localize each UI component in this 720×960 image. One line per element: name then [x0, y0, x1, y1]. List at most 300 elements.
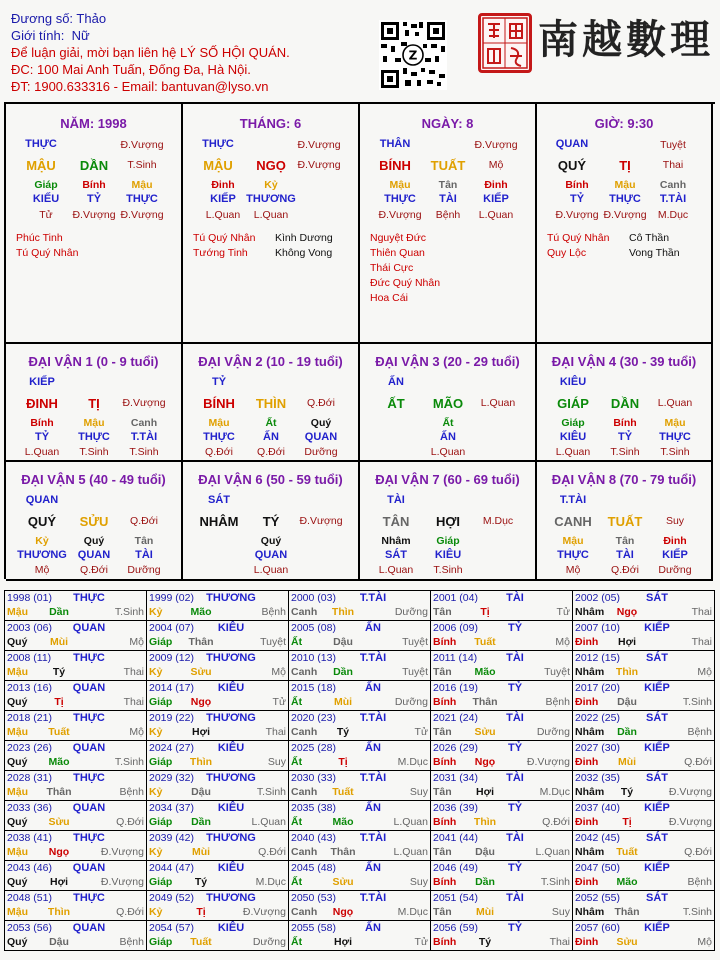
year-age: 2053 (56) [7, 922, 52, 934]
dai-van-branch: TỊ [88, 396, 100, 411]
year-cell [431, 621, 573, 651]
year-stem: Bính [433, 696, 457, 708]
year-row [5, 741, 715, 771]
dv-hidden-god: ẤN [263, 431, 279, 443]
year-stem: Quý [7, 636, 28, 648]
year-cell-content [147, 921, 288, 950]
hidden-phase: Tử [39, 209, 53, 221]
year-age: 1998 (01) [7, 592, 52, 604]
star-good: Thái Cực [370, 262, 414, 274]
year-god: TÀI [506, 712, 524, 724]
star-good: Thiên Quan [370, 247, 425, 259]
year-god: SÁT [646, 712, 668, 724]
year-age: 2011 (14) [433, 652, 478, 664]
year-branch: Mão [474, 666, 496, 678]
year-cell [431, 681, 573, 711]
year-phase: Mộ [129, 726, 144, 738]
year-god: KIÊU [217, 682, 245, 694]
dai-van-title: ĐẠI VẬN 7 (60 - 69 tuổi) [375, 472, 520, 487]
year-branch: Dần [191, 816, 211, 828]
year-phase: Đ.Vượng [100, 876, 144, 888]
year-phase: Dưỡng [536, 726, 570, 738]
dv-hidden-phase: L.Quan [430, 446, 466, 458]
year-cell [5, 591, 147, 621]
dv-hidden-god: THỰC [78, 431, 110, 443]
year-branch: Tuất [190, 936, 212, 948]
dai-van-branch: THÌN [255, 396, 287, 411]
hidden-stem: Đinh [211, 179, 235, 191]
year-branch: Sửu [474, 726, 496, 738]
dv-hidden-phase: Dưỡng [658, 564, 692, 576]
year-branch: Dậu [333, 636, 353, 648]
star-other: Cô Thần [629, 232, 670, 244]
year-branch: Ngọ [48, 846, 70, 858]
year-cell [5, 801, 147, 831]
stem-god-state: Đ.Vượng [297, 139, 341, 151]
year-age: 2056 (59) [433, 922, 478, 934]
year-age: 2052 (55) [575, 892, 620, 904]
year-age: 2005 (08) [291, 622, 336, 634]
year-cell [147, 801, 289, 831]
year-age: 2038 (41) [7, 832, 52, 844]
star-other: Vong Thần [629, 247, 680, 259]
dai-van-branch: TUẤT [607, 514, 643, 529]
qr-code-icon[interactable] [379, 20, 447, 90]
dai-van-state: Suy [665, 515, 685, 527]
year-stem: Canh [291, 846, 318, 858]
year-cell-content [573, 651, 714, 680]
earthly-branch: TUẤT [430, 158, 466, 173]
branch-state: Thai [662, 159, 684, 171]
year-stem: Canh [291, 786, 318, 798]
dai-van-god: TỶ [211, 376, 227, 388]
year-cell-content [289, 891, 430, 920]
year-age: 2008 (11) [7, 652, 52, 664]
year-cell [147, 681, 289, 711]
year-stem: Tân [433, 726, 452, 738]
year-god: SÁT [646, 652, 668, 664]
star-other: Không Vong [275, 247, 333, 259]
year-god: TỶ [507, 862, 523, 874]
year-cell [5, 831, 147, 861]
year-god: TỶ [507, 682, 523, 694]
year-branch: Tị [54, 696, 64, 708]
year-phase: M.Dục [397, 906, 428, 918]
branch-state: Mộ [488, 159, 504, 171]
year-cell [431, 711, 573, 741]
hidden-god: THỰC [126, 193, 158, 205]
year-stem: Kỷ [149, 726, 163, 738]
year-cell-content [147, 621, 288, 650]
year-stem: Bính [433, 756, 457, 768]
year-branch: Mão [616, 876, 638, 888]
dv-hidden-phase: Mộ [34, 564, 50, 576]
year-cell [147, 771, 289, 801]
hidden-stem: Mậu [131, 179, 153, 191]
star-other: Kình Dương [275, 232, 333, 244]
year-cell-content [147, 651, 288, 680]
dai-van-stem: CANH [554, 514, 592, 529]
year-phase: L.Quan [251, 816, 286, 828]
year-cell-content [573, 741, 714, 770]
year-god: TÀI [506, 832, 524, 844]
dv-hidden-stem: Ất [265, 417, 277, 429]
year-row [5, 591, 715, 621]
seal-logo [478, 13, 532, 73]
year-god: T.TÀI [359, 832, 387, 844]
year-cell-content [147, 591, 288, 620]
year-cell-content [147, 861, 288, 890]
year-branch: Dần [617, 726, 637, 738]
year-god: TÀI [506, 772, 524, 784]
year-stem: Bính [433, 936, 457, 948]
year-age: 2057 (60) [575, 922, 620, 934]
dv-hidden-god: QUAN [77, 549, 111, 561]
year-stem: Đinh [575, 936, 599, 948]
year-stem: Nhâm [575, 846, 605, 858]
hidden-god: TỶ [569, 193, 585, 205]
hidden-phase: Đ.Vượng [72, 209, 116, 221]
year-phase: Dưỡng [394, 606, 428, 618]
year-age: 2029 (32) [149, 772, 194, 784]
year-god: KIẾP [644, 862, 670, 874]
year-cell [289, 861, 431, 891]
hidden-god: THƯƠNG [246, 193, 296, 205]
dai-van-stem: ẤT [387, 396, 405, 411]
dv-hidden-god: THỰC [557, 549, 589, 561]
dv-hidden-stem: Nhâm [381, 535, 411, 547]
year-stem: Giáp [149, 636, 173, 648]
dv-hidden-stem: Bính [613, 417, 637, 429]
year-age: 2050 (53) [291, 892, 336, 904]
year-stem: Canh [291, 606, 318, 618]
year-cell-content [573, 921, 714, 950]
hidden-phase: M.Dục [657, 209, 689, 221]
year-age: 2010 (13) [291, 652, 336, 664]
year-age: 2022 (25) [575, 712, 620, 724]
year-age: 2027 (30) [575, 742, 620, 754]
hidden-phase: L.Quan [253, 209, 289, 221]
pillar-2 [360, 104, 537, 344]
year-age: 2014 (17) [149, 682, 194, 694]
year-phase: Mộ [697, 666, 712, 678]
year-age: 2004 (07) [149, 622, 194, 634]
year-age: 2040 (43) [291, 832, 336, 844]
star-good: Quy Lộc [547, 247, 587, 259]
star-good: Nguyệt Đức [370, 232, 427, 244]
year-cell-content [289, 621, 430, 650]
year-branch: Tị [622, 816, 632, 828]
year-cell [289, 831, 431, 861]
year-stem: Giáp [149, 756, 173, 768]
year-stem: Bính [433, 636, 457, 648]
dai-van-branch: TÝ [262, 514, 280, 529]
year-god: T.TÀI [359, 892, 387, 904]
year-cell [573, 861, 715, 891]
year-cell-content [289, 861, 430, 890]
year-branch: Tuất [48, 726, 70, 738]
dai-van-7 [360, 462, 537, 581]
dai-van-state: M.Dục [482, 515, 514, 527]
year-god: ẤN [365, 622, 381, 634]
year-phase: Tuyệt [402, 666, 428, 678]
year-god: THƯƠNG [206, 892, 256, 904]
qr-center-letter: Z [408, 48, 418, 63]
year-row [5, 891, 715, 921]
year-stem: Ất [291, 936, 303, 948]
year-phase: Tuyệt [402, 636, 428, 648]
dv-hidden-god: TÀI [135, 549, 153, 561]
dai-van-branch: HỢI [435, 514, 461, 529]
dv-hidden-stem: Ất [442, 417, 454, 429]
year-cell-content [431, 861, 572, 890]
year-branch: Thân [472, 696, 498, 708]
year-branch: Hợi [192, 726, 210, 738]
dai-van-branch: SỬU [79, 514, 109, 529]
year-cell-content [289, 741, 430, 770]
dv-hidden-phase: L.Quan [378, 564, 414, 576]
year-stem: Nhâm [575, 786, 605, 798]
year-phase: Tuyệt [260, 636, 286, 648]
annual-luck-table [4, 590, 715, 951]
year-phase: Đ.Vượng [242, 906, 286, 918]
hidden-stem: Mậu [614, 179, 636, 191]
year-branch: Hợi [618, 636, 636, 648]
year-phase: Thai [549, 936, 570, 948]
dai-van-title: ĐẠI VẬN 6 (50 - 59 tuổi) [198, 472, 343, 487]
year-god: KIÊU [217, 742, 245, 754]
year-cell-content [147, 711, 288, 740]
dv-hidden-god: THỰC [203, 431, 235, 443]
dv-hidden-phase: Mộ [565, 564, 581, 576]
year-branch: Dậu [617, 696, 637, 708]
stem-god: THỰC [202, 138, 234, 150]
year-row [5, 651, 715, 681]
year-cell [5, 621, 147, 651]
star-good: Tú Quý Nhân [193, 232, 256, 244]
year-cell-content [431, 921, 572, 950]
year-god: TÀI [506, 892, 524, 904]
year-branch: Thìn [47, 906, 71, 918]
year-cell-content [431, 681, 572, 710]
year-stem: Kỷ [149, 906, 163, 918]
year-row [5, 801, 715, 831]
dv-hidden-god: TÀI [616, 549, 634, 561]
year-stem: Quý [7, 936, 28, 948]
year-age: 1999 (02) [149, 592, 194, 604]
year-cell-content [573, 621, 714, 650]
year-age: 2026 (29) [433, 742, 478, 754]
year-phase: Mộ [129, 636, 144, 648]
year-cell [289, 891, 431, 921]
year-age: 2054 (57) [149, 922, 194, 934]
dai-van-branch: DẦN [610, 396, 640, 411]
year-phase: Thai [265, 726, 286, 738]
year-cell-content [5, 681, 146, 710]
year-cell [289, 801, 431, 831]
year-stem: Nhâm [575, 666, 605, 678]
dai-van-state: L.Quan [657, 397, 693, 409]
year-age: 2023 (26) [7, 742, 52, 754]
year-age: 2046 (49) [433, 862, 478, 874]
year-stem: Kỷ [149, 846, 163, 858]
year-cell [147, 591, 289, 621]
dai-van-stem: GIÁP [557, 396, 589, 411]
year-cell-content [289, 831, 430, 860]
dai-van-state: Q.Đới [130, 515, 158, 527]
year-phase: Tử [272, 696, 286, 708]
hidden-phase: Bệnh [435, 209, 461, 221]
year-stem: Đinh [575, 636, 599, 648]
dv-hidden-phase: Q.Đới [80, 564, 108, 576]
year-phase: Đ.Vượng [668, 816, 712, 828]
year-cell-content [5, 891, 146, 920]
dai-van-title: ĐẠI VẬN 5 (40 - 49 tuổi) [21, 472, 166, 487]
year-phase: M.Dục [255, 876, 286, 888]
stem-god-state: Đ.Vượng [474, 139, 518, 151]
year-cell [5, 651, 147, 681]
year-branch: Tuất [616, 846, 638, 858]
year-cell [573, 741, 715, 771]
hidden-stem: Bính [565, 179, 589, 191]
year-age: 2018 (21) [7, 712, 52, 724]
year-phase: Tuyệt [544, 666, 570, 678]
star-good: Hoa Cái [370, 292, 408, 304]
year-cell [431, 861, 573, 891]
year-god: T.TÀI [359, 712, 387, 724]
dv-hidden-stem: Quý [83, 535, 105, 547]
year-phase: Thai [123, 666, 144, 678]
year-stem: Ất [291, 876, 303, 888]
dv-hidden-stem: Tân [615, 535, 635, 547]
year-age: 2015 (18) [291, 682, 336, 694]
dv-hidden-stem: Quý [310, 417, 332, 429]
earthly-branch: DẦN [79, 158, 109, 173]
year-row [5, 861, 715, 891]
year-stem: Bính [433, 816, 457, 828]
year-stem: Quý [7, 816, 28, 828]
year-branch: Tý [336, 726, 350, 738]
year-cell-content [289, 651, 430, 680]
year-cell-content [431, 621, 572, 650]
year-cell [289, 681, 431, 711]
year-god: TỶ [507, 922, 523, 934]
hidden-phase: Đ.Vượng [378, 209, 422, 221]
star-good: Tú Quý Nhân [16, 247, 79, 259]
star-good: Tú Quý Nhân [547, 232, 610, 244]
year-cell-content [573, 801, 714, 830]
dv-hidden-god: KIÊU [434, 549, 462, 561]
year-god: THỰC [73, 592, 105, 604]
year-phase: Suy [267, 756, 286, 768]
dv-hidden-phase: T.Sinh [79, 446, 109, 458]
year-cell [573, 801, 715, 831]
year-stem: Ất [291, 816, 303, 828]
year-god: T.TÀI [359, 592, 387, 604]
year-god: ẤN [365, 802, 381, 814]
year-age: 2031 (34) [433, 772, 478, 784]
year-phase: T.Sinh [540, 876, 570, 888]
year-phase: Q.Đới [258, 846, 286, 858]
year-branch: Ngọ [616, 606, 638, 618]
dai-van-stem: ĐINH [26, 396, 58, 411]
year-god: T.TÀI [359, 772, 387, 784]
year-cell-content [431, 591, 572, 620]
year-stem: Kỷ [149, 786, 163, 798]
year-phase: Đ.Vượng [100, 846, 144, 858]
dai-van-title: ĐẠI VẬN 3 (20 - 29 tuổi) [375, 354, 520, 369]
year-phase: Dưỡng [252, 936, 286, 948]
year-god: THƯƠNG [206, 772, 256, 784]
year-age: 2009 (12) [149, 652, 194, 664]
hidden-stem: Kỷ [264, 179, 278, 191]
year-branch: Tuất [332, 786, 354, 798]
year-branch: Tị [480, 606, 490, 618]
year-phase: Suy [409, 786, 428, 798]
year-cell [573, 591, 715, 621]
year-age: 2049 (52) [149, 892, 194, 904]
year-cell-content [573, 771, 714, 800]
year-branch: Mùi [617, 756, 637, 768]
year-phase: Suy [551, 906, 570, 918]
year-cell-content [573, 681, 714, 710]
year-stem: Kỷ [149, 666, 163, 678]
hidden-stem: Bính [82, 179, 106, 191]
name-row [11, 10, 290, 27]
year-phase: T.Sinh [114, 756, 144, 768]
year-age: 2042 (45) [575, 832, 620, 844]
dv-hidden-god: TỶ [34, 431, 50, 443]
year-stem: Mậu [7, 786, 28, 798]
year-cell-content [289, 771, 430, 800]
year-age: 2020 (23) [291, 712, 336, 724]
year-cell-content [289, 711, 430, 740]
dv-hidden-god: TỶ [617, 431, 633, 443]
hidden-phase: Đ.Vượng [555, 209, 599, 221]
year-phase: Thai [691, 636, 712, 648]
hidden-phase: L.Quan [205, 209, 241, 221]
dai-van-title: ĐẠI VẬN 1 (0 - 9 tuổi) [28, 354, 159, 369]
dv-hidden-stem: Kỷ [35, 535, 49, 547]
dai-van-branch: MÃO [432, 396, 464, 411]
year-branch: Thân [330, 846, 356, 858]
year-age: 2021 (24) [433, 712, 478, 724]
year-stem: Kỷ [149, 606, 163, 618]
year-age: 2001 (04) [433, 592, 478, 604]
year-god: ẤN [365, 742, 381, 754]
year-age: 2006 (09) [433, 622, 478, 634]
year-row [5, 711, 715, 741]
year-stem: Mậu [7, 726, 28, 738]
earthly-branch: NGỌ [256, 158, 286, 173]
year-age: 2039 (42) [149, 832, 194, 844]
dv-hidden-god: T.TÀI [130, 431, 158, 443]
dv-hidden-god: KIẾP [662, 549, 688, 561]
dv-hidden-phase: L.Quan [253, 564, 289, 576]
year-cell-content [289, 921, 430, 950]
year-phase: Q.Đới [116, 816, 144, 828]
year-cell [431, 831, 573, 861]
hidden-stem: Canh [659, 179, 687, 191]
year-stem: Quý [7, 696, 28, 708]
year-branch: Mùi [191, 846, 211, 858]
star-good: Đức Quý Nhân [370, 277, 441, 289]
year-phase: Suy [409, 876, 428, 888]
year-stem: Canh [291, 726, 318, 738]
year-stem: Đinh [575, 816, 599, 828]
year-stem: Canh [291, 666, 318, 678]
year-phase: Bệnh [687, 876, 712, 888]
